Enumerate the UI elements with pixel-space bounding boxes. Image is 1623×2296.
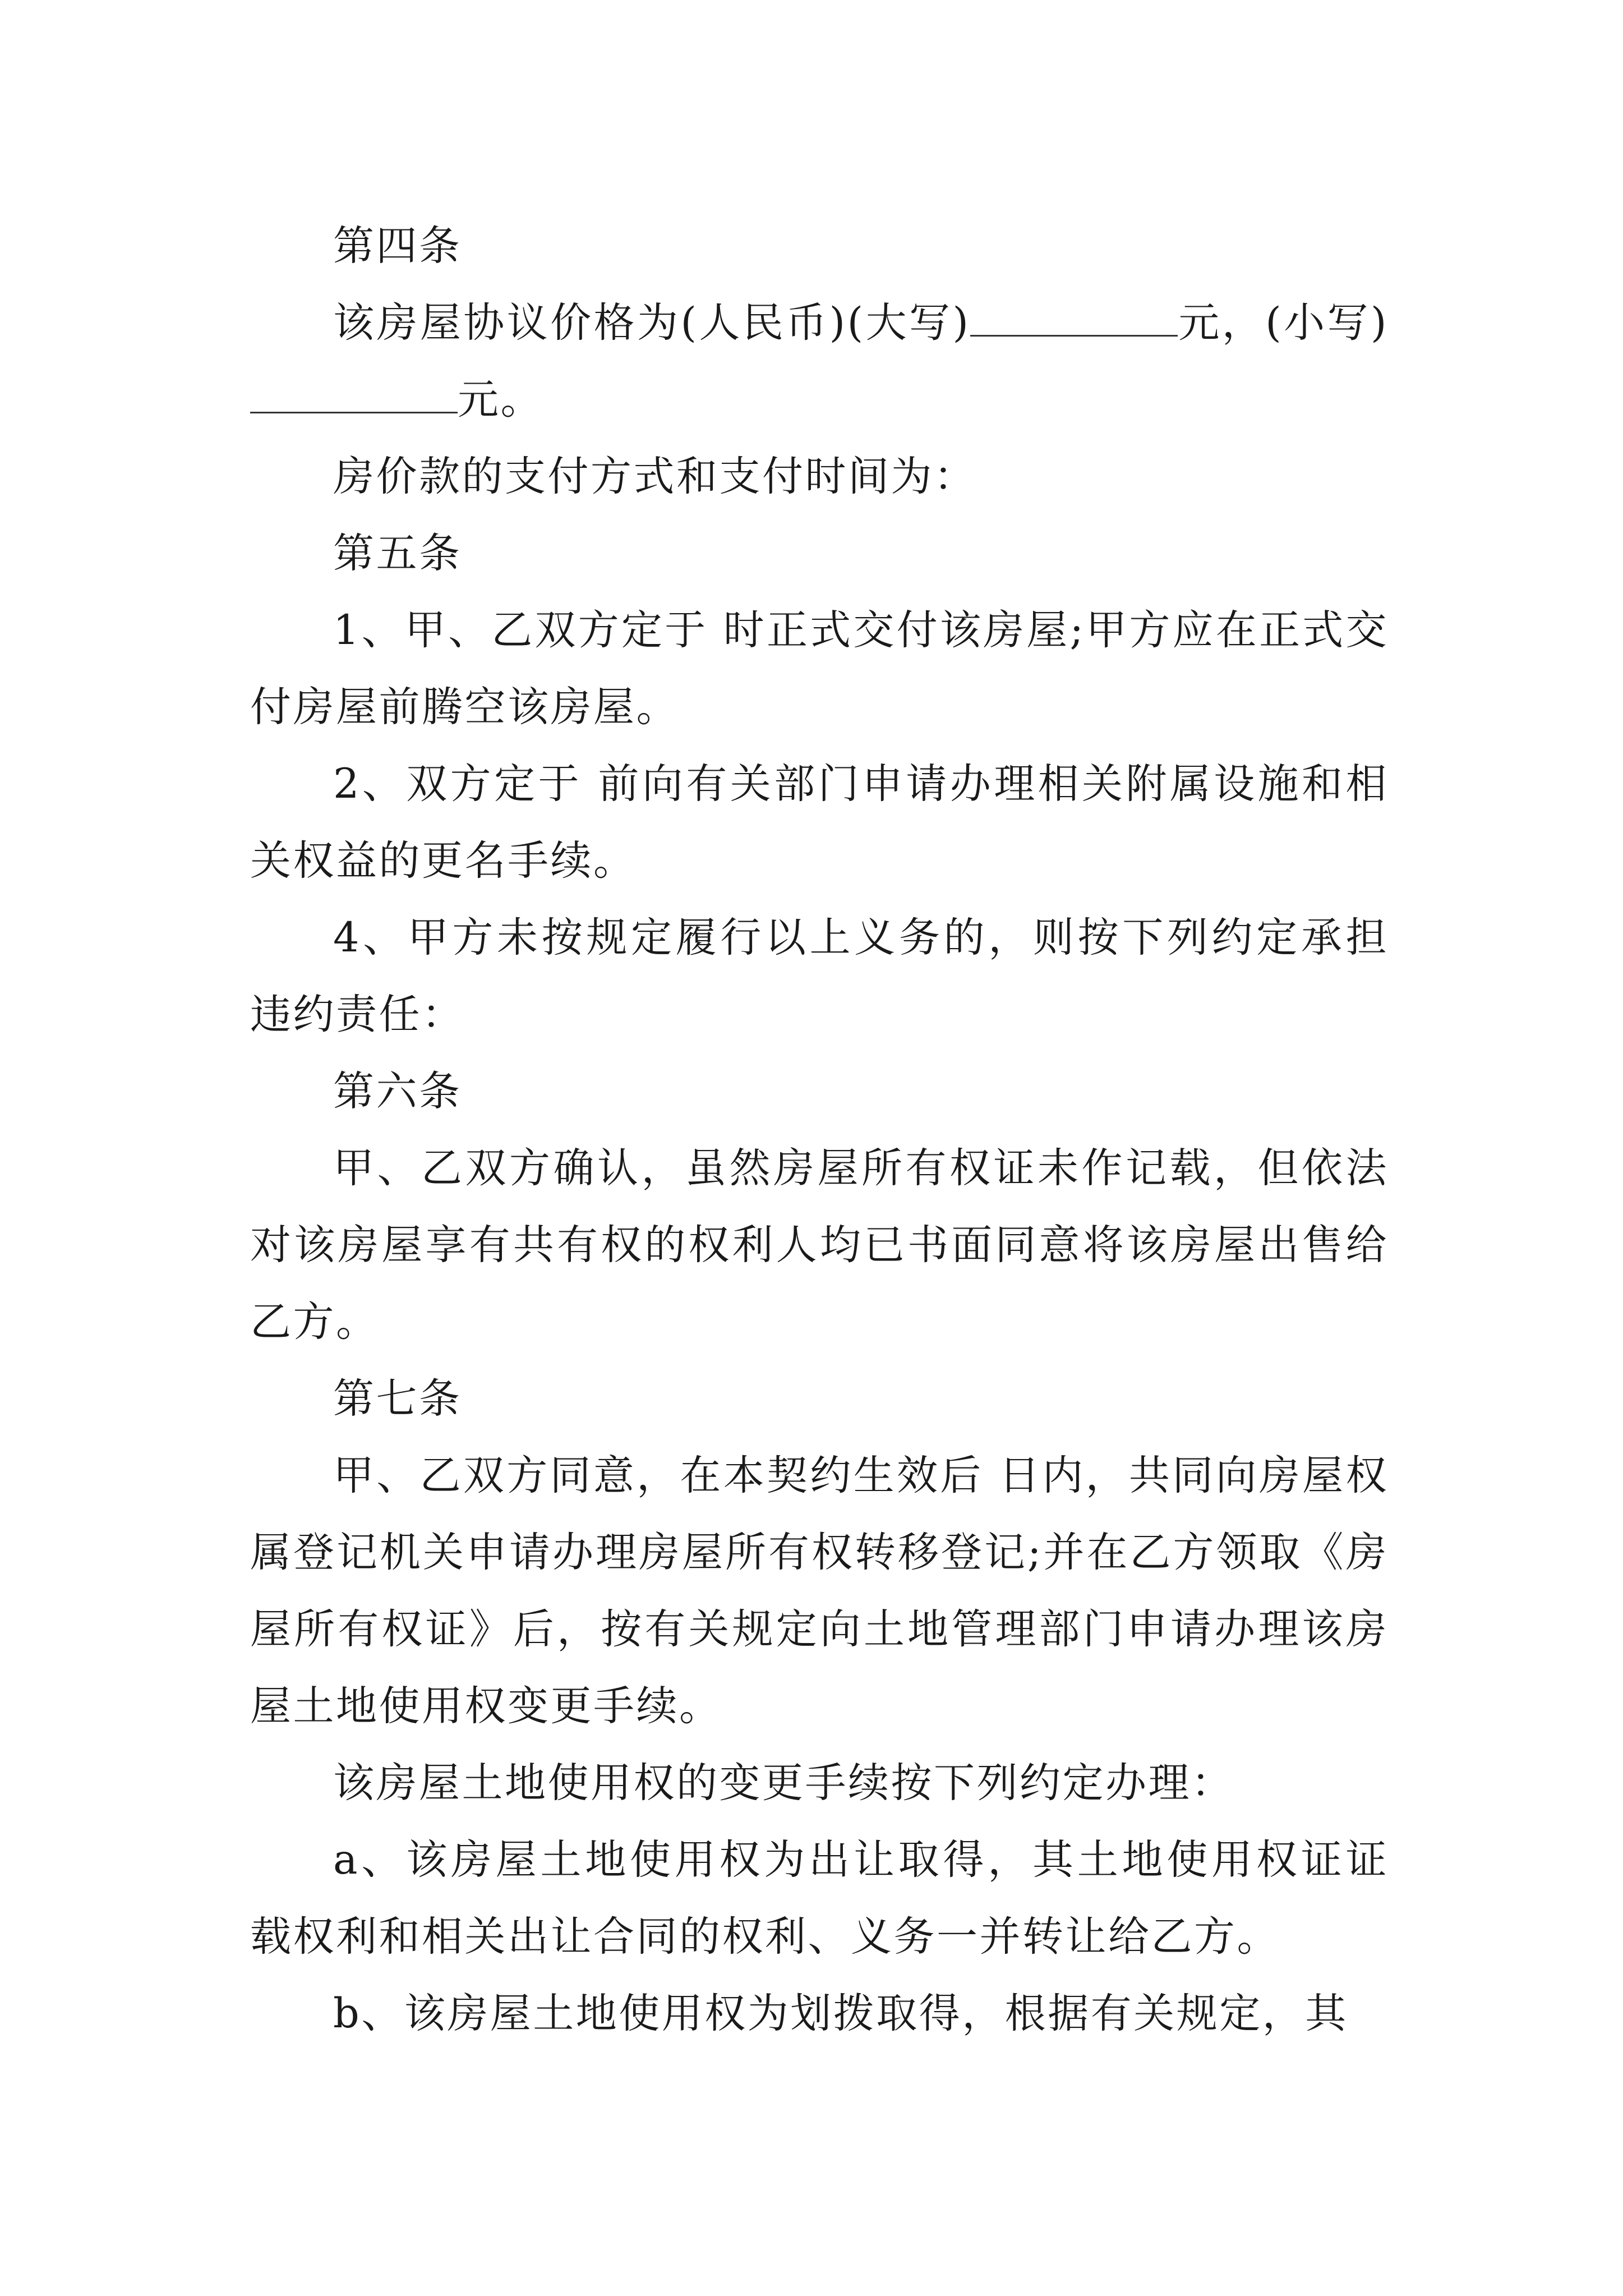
payment-paragraph: 房价款的支付方式和支付时间为： [333, 453, 977, 500]
price-text-c: 元。 [458, 376, 543, 424]
price-text-a: 该房屋协议价格为(人民币)(大写) [333, 299, 971, 347]
article-4-heading: 第四条 [333, 222, 462, 270]
article-5-item-2: 2、双方定于 前向有关部门申请办理相关附属设施和相关权益的更名手续。 [250, 760, 1389, 885]
price-paragraph [250, 284, 1389, 438]
article-6-heading: 第六条 [333, 1068, 462, 1115]
price-text-b: 元，(小写) [1178, 299, 1389, 347]
article-5-heading: 第五条 [333, 530, 462, 577]
land-use-intro: 该房屋土地使用权的变更手续按下列约定办理： [333, 1759, 1234, 1807]
land-use-item-b: b、该房屋土地使用权为划拨取得，根据有关规定，其 [333, 1990, 1348, 2037]
price-lowercase-blank [250, 378, 458, 413]
price-uppercase-blank [970, 301, 1178, 337]
article-7-heading: 第七条 [333, 1375, 462, 1423]
document-body [250, 208, 1389, 2052]
land-use-item-a: a、该房屋土地使用权为出让取得，其土地使用权证证载权利和相关出让合同的权利、义务一并转让给乙方。 [250, 1836, 1389, 1961]
article-6-paragraph: 甲、乙双方确认，虽然房屋所有权证未作记载，但依法对该房屋享有共有权的权利人均已书面同意将该房屋出售给乙方。 [250, 1144, 1389, 1346]
article-7-paragraph: 甲、乙双方同意，在本契约生效后 日内，共同向房屋权属登记机关申请办理房屋所有权转移登记;并在乙方领取《房屋所有权证》后，按有关规定向土地管理部门申请办理该房屋土地使用权变更手续。 [250, 1452, 1389, 1730]
article-5-item-4: 4、甲方未按规定履行以上义务的，则按下列约定承担违约责任： [250, 914, 1389, 1038]
article-5-item-1: 1、甲、乙双方定于 时正式交付该房屋;甲方应在正式交付房屋前腾空该房屋。 [250, 606, 1389, 731]
